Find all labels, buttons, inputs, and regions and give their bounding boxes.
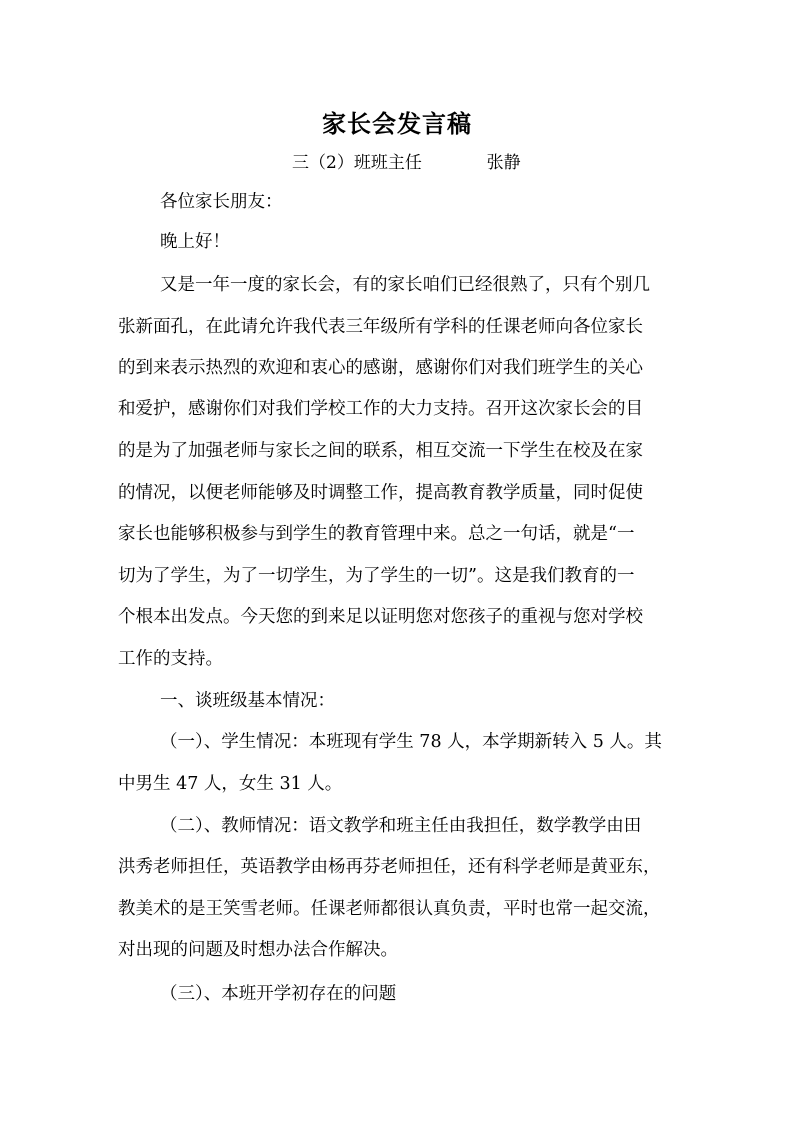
text-line: 工作的支持。 — [118, 649, 223, 669]
text-line: 各位家长朋友： — [160, 192, 283, 212]
text-line: 家长也能够积极参与到学生的教育管理中来。总之一句话，就是“一 — [118, 524, 635, 544]
text-line: 切为了学生，为了一切学生，为了学生的一切”。这是我们教育的一 — [118, 566, 635, 586]
document-title: 家长会发言稿 — [322, 109, 472, 138]
text-line: 张新面孔，在此请允许我代表三年级所有学科的任课老师向各位家长 — [118, 317, 643, 337]
text-line: 教美术的是王笑雪老师。任课老师都很认真负责，平时也常一起交流， — [118, 899, 661, 919]
text-line: 的到来表示热烈的欢迎和衷心的感谢，感谢你们对我们班学生的关心 — [118, 358, 643, 378]
text-line: 的情况，以便老师能够及时调整工作，提高教育教学质量，同时促使 — [118, 483, 643, 503]
text-line: 中男生 47 人，女生 31 人。 — [118, 774, 343, 794]
document-subtitle: 三（2）班班主任 张静 — [292, 153, 521, 173]
text-line: （三）、本班开学初存在的问题 — [160, 984, 397, 1004]
text-line: 的是为了加强老师与家长之间的联系，相互交流一下学生在校及在家 — [118, 441, 643, 461]
text-line: 和爱护，感谢你们对我们学校工作的大力支持。召开这次家长会的目 — [118, 399, 643, 419]
text-line: （二）、教师情况：语文教学和班主任由我担任，数学教学由田 — [160, 816, 642, 836]
section-heading: 一、谈班级基本情况： — [160, 691, 335, 711]
text-line: 晚上好！ — [160, 232, 230, 252]
text-line: 洪秀老师担任，英语教学由杨再芬老师担任，还有科学老师是黄亚东， — [118, 857, 661, 877]
text-line: 个根本出发点。今天您的到来足以证明您对您孩子的重视与您对学校 — [118, 607, 643, 627]
text-line: 又是一年一度的家长会，有的家长咱们已经很熟了，只有个别几 — [160, 275, 650, 295]
text-line: （一）、学生情况：本班现有学生 78 人，本学期新转入 5 人。其 — [160, 732, 662, 752]
text-line: 对出现的问题及时想办法合作解决。 — [118, 940, 398, 960]
